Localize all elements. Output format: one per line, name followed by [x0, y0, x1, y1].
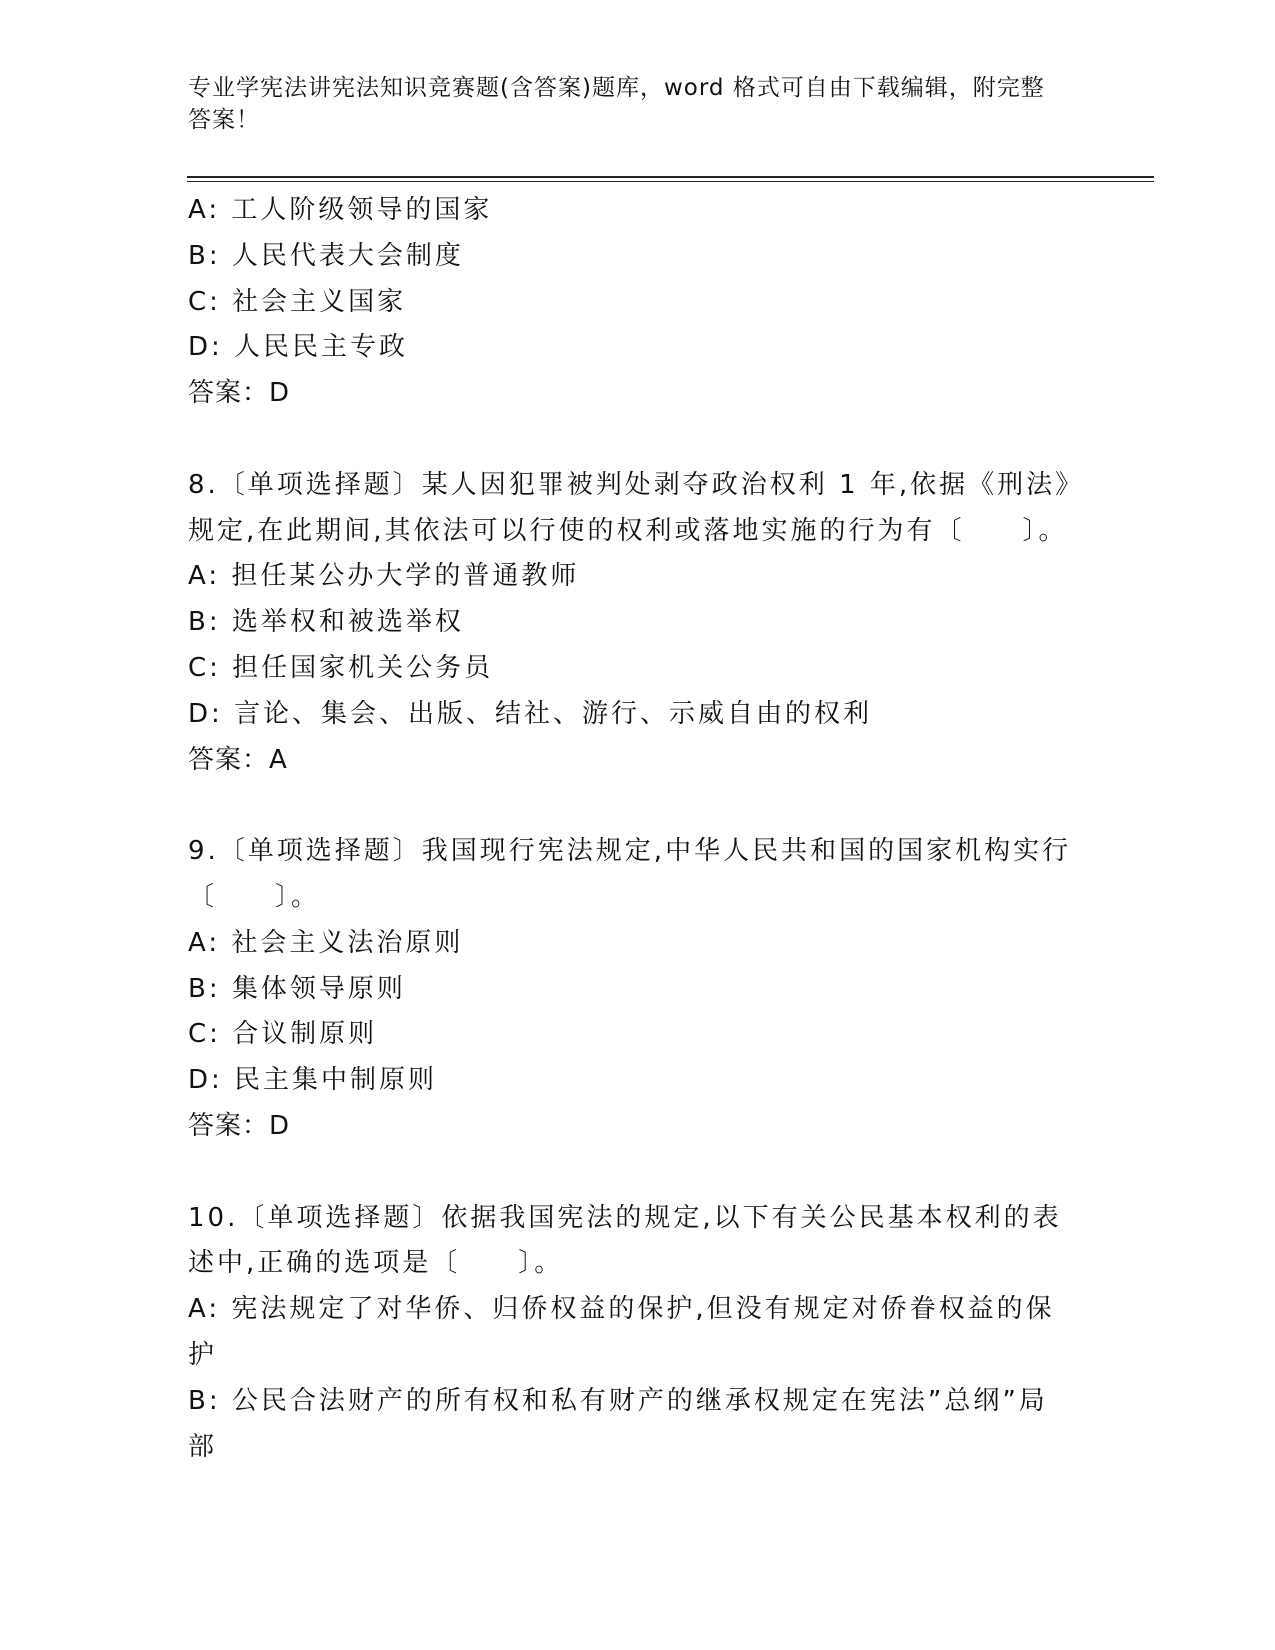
header-line-1: 专业学宪法讲宪法知识竞赛题(含答案)题库，word 格式可自由下载编辑，附完整: [188, 75, 1045, 101]
question-block-10: [188, 1196, 1088, 1471]
question-block-8: [188, 463, 1088, 784]
header-rule-thick: [187, 176, 1154, 178]
option-a: A: 工人阶级领导的国家: [188, 195, 493, 225]
question-block-9: [188, 829, 1088, 1150]
spacer: [188, 783, 1088, 829]
option-a-cont: 护: [188, 1339, 218, 1370]
option-d: D: 民主集中制原则: [188, 1065, 438, 1096]
question-stem-cont: 〔 〕。: [188, 881, 321, 912]
option-b: B: 公民合法财产的所有权和私有财产的继承权规定在宪法”总纲”局: [188, 1385, 1048, 1416]
question-stem-cont: 述中,正确的选项是〔 〕。: [188, 1248, 564, 1279]
option-a: A: 担任某公办大学的普通教师: [188, 561, 580, 592]
spacer: [188, 1150, 1088, 1196]
page-header: [188, 72, 1068, 136]
spacer: [188, 417, 1088, 463]
header-rule-thin: [187, 181, 1154, 182]
answer-line: 答案：D: [188, 378, 291, 409]
header-line-2: 答案！: [188, 107, 260, 133]
option-b: B: 集体领导原则: [188, 973, 406, 1004]
option-b: B: 人民代表大会制度: [188, 240, 464, 271]
question-block-7: [188, 188, 1088, 417]
option-a: A: 宪法规定了对华侨、归侨权益的保护,但没有规定对侨眷权益的保: [188, 1294, 1055, 1325]
question-stem: 10.〔单项选择题〕依据我国宪法的规定,以下有关公民基本权利的表: [188, 1202, 1062, 1233]
option-d: D: 人民民主专政: [188, 332, 409, 363]
question-stem-cont: 规定,在此期间,其依法可以行使的权利或落地实施的行为有〔 〕。: [188, 515, 1068, 546]
option-c: C: 社会主义国家: [188, 286, 407, 317]
question-stem: 9.〔单项选择题〕我国现行宪法规定,中华人民共和国的国家机构实行: [188, 836, 1072, 867]
answer-line: 答案：D: [188, 1110, 291, 1141]
option-b-cont: 部: [188, 1431, 218, 1462]
option-d: D: 言论、集会、出版、结社、游行、示威自由的权利: [188, 698, 873, 729]
option-c: C: 担任国家机关公务员: [188, 652, 494, 683]
question-stem: 8.〔单项选择题〕某人因犯罪被判处剥夺政治权利 1 年,依据《刑法》: [188, 469, 1085, 500]
option-b: B: 选举权和被选举权: [188, 607, 464, 638]
option-a: A: 社会主义法治原则: [188, 927, 464, 958]
answer-line: 答案：A: [188, 744, 288, 775]
document-body: [188, 188, 1088, 1470]
option-c: C: 合议制原则: [188, 1019, 378, 1050]
